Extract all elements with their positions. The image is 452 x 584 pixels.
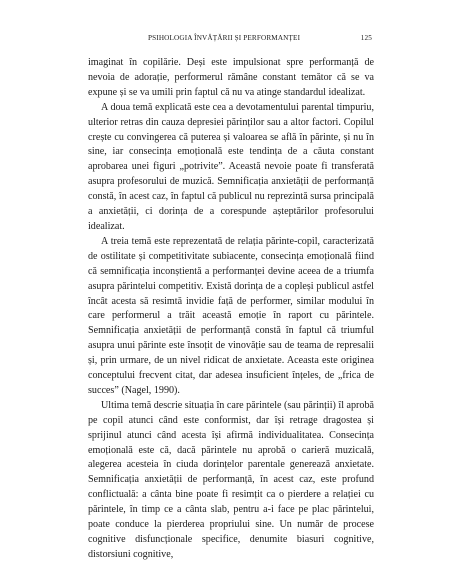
paragraph: Ultima temă descrie situația în care părintele (sau părinții) îl aprobă pe copil atunci când este conformist, dar își retrage dragostea și sprijinul atunci când acesta își afirmă individualitatea. Consecința emoțională este că, dacă părintele nu aprobă o carieră muzicală, alegerea acesteia în ciuda dorințelor parentale generează anxietate. Semnificația anxietății de performanță, în acest caz, este profund conflictuală: a cânta bine poate fi resimțit ca o pierdere a relației cu părintele, în timp ce a cânta slab, pentru a-i face pe plac părintelui, poate conduce la pierderea propriului sine. Un număr de procese cognitive disfuncționale specifice, denumite biasuri cognitive, distorsiuni cognitive, (88, 399, 374, 560)
paragraph: A doua temă explicată este cea a devotamentului parental timpuriu, ulterior retras din cauza depresiei părinților sau a altor factori. Copilul crește cu convingerea că puterea și valoarea se află în părinte, și nu în sine, iar consecința emoțională este tendința de a căuta constant aprobarea unei figuri „potrivite”. Această nevoie poate fi transferată asupra profesorului de muzică. Semnificația anxietății de performanță constă, în acest caz, în faptul că publicul nu reprezintă sursa principală a anxietății, ci dorința de a corespunde așteptărilor profesorului idealizat. (88, 101, 374, 232)
paragraph: A treia temă este reprezentată de relația părinte-copil, caracterizată de ostilitate și competitivitate subiacente, consecința emoțională fiind că semnificația inconștientă a performanței devine aceea de a triumfa asupra părintelui competitiv. Există dorința de a copleși publicul astfel încât acesta să resimtă invidie față de performer, similar modului în care performerul a trăit această emoție în raport cu părintele. Semnificația anxietății de performanță constă în faptul că triumful asupra unui părinte este însoțit de vinovăție sau de teama de represalii și, prin urmare, de un nivel ridicat de anxietate. Aceasta este originea conceptului frecvent citat, dar adesea insuficient înțeles, de „frica de succes” (Nagel, 1990). (88, 235, 374, 396)
running-title: PSIHOLOGIA ÎNVĂȚĂRII ȘI PERFORMANȚEI (148, 34, 301, 42)
page-number: 125 (360, 34, 372, 42)
running-header (88, 34, 372, 48)
body-text (88, 56, 374, 563)
paragraph-continuation: imaginat în copilărie. Deși este impulsionat spre performanță de nevoia de adorație, performerul rămâne constant temător că se va expune și se va umili prin faptul că nu va atinge standardul idealizat. (88, 57, 374, 98)
